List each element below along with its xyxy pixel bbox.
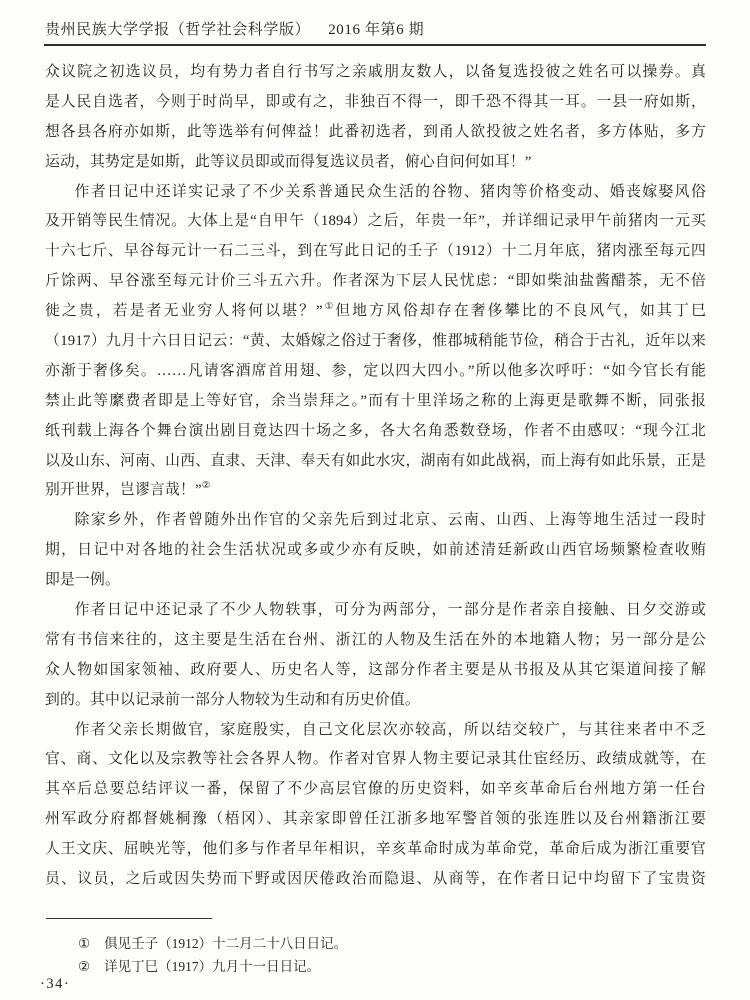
text-line: 以及山东、河南、山西、直隶、天津、奉天有如此水灾，湖南有如此战祸，而上海有如此乐景，正是 — [45, 452, 706, 469]
text-line: 及开销等民生情况。大体上是“自甲午（1894）之后，年贵一年”，并详细记录甲午前猪肉一元买 — [45, 213, 706, 230]
text-line: 亦渐于奢侈矣。……凡请客酒席首用翅、参，定以四大四小。”所以他多次呼吁：“如今官长有能 — [45, 362, 706, 379]
footnote-ref: ① — [322, 302, 336, 313]
page-number: ·34· — [40, 976, 71, 992]
text-line: 十六七斤、早谷每元计一石二三斗，到在写此日记的壬子（1912）十二月年底，猪肉涨至每元四 — [45, 243, 706, 260]
text-line: 州军政分府都督姚桐豫（梧冈）、其亲家即曾任江浙多地军警首领的张连胜以及台州籍浙江要 — [45, 811, 706, 828]
text-line: 除家乡外，作者曾随外出作官的父亲先后到过北京、云南、山西、上海等地生活过一段时 — [74, 512, 706, 529]
text-line: 禁止此等縻费者即是上等好官，余当崇拜之。”而有十里洋场之称的上海更是歌舞不断，同张报 — [45, 392, 706, 409]
text-line: 众议院之初选议员，均有势力者自行书写之亲戚朋友数人，以备复选投彼之姓名可以操券。真 — [45, 64, 706, 80]
footnote-marker: ① — [78, 936, 91, 951]
footnote-text: 俱见壬子（1912）十二月二十八日日记。 — [104, 936, 348, 951]
text-line: 作者日记中还详实记录了不少关系普通民众生活的谷物、猪肉等价格变动、婚丧嫁娶风俗 — [74, 183, 706, 200]
issue-label: 2016 年第6 期 — [328, 22, 425, 38]
text-line: 众人物如国家领袖、政府要人、历史名人等，这部分作者主要是从书报及从其它渠道间接了解 — [45, 661, 706, 678]
text-line: 其卒后总要总结评议一番，保留了不少高层官僚的历史资料，如辛亥革命后台州地方第一任台 — [45, 781, 706, 798]
text-line: 斤馀两、早谷涨至每元计价三斗五六升。作者深为下层人民忧虑：“即如柴油盐酱醋茶，无不倍 — [45, 273, 706, 290]
text-line: 别开世界，岂谬言哉！”② — [45, 481, 211, 499]
text-line: 徙之贵，若是者无业穷人将何以堪？”①但地方风俗却存在奢侈攀比的不良风气，如其丁巳 — [45, 302, 706, 320]
article-body — [45, 58, 706, 895]
text-line: 想各县各府亦如斯，此等选举有何俾益！此番初选者，到甬人欲投彼之姓名者，多方体贴，多方 — [45, 123, 706, 140]
footnote-text: 详见丁巳（1917）九月十一日日记。 — [104, 959, 321, 974]
footnote-separator — [46, 918, 212, 919]
footnote-item — [45, 932, 685, 955]
footnote-item — [45, 955, 685, 978]
text-line: （1917）九月十六日日记云：“黄、太婚嫁之俗过于奢侈，惟郡城稍能节俭，稍合于古礼，近年以来 — [45, 333, 706, 350]
text-line: 期，日记中对各地的社会生活状况或多或少亦有反映，如前述清廷新政山西官场频繁检查收贿 — [45, 542, 706, 559]
text-line: 纸刊载上海各个舞台演出剧目竟达四十场之多，各大名角悉数登场，作者不由感叹：“现今江北 — [45, 422, 706, 439]
text-line: 人王文庆、屈映光等，他们多与作者早年相识，辛亥革命时成为革命党，革命后成为浙江重要官 — [45, 841, 706, 858]
text-line: 运动，其势定是如斯，此等议员即或而得复选议员者，俯心自问何如耳！” — [45, 153, 532, 170]
text-line: 员、议员，之后或因失势而下野或因厌倦政治而隐退、从商等，在作者日记中均留下了宝贵资 — [45, 871, 706, 888]
footnote-ref: ② — [201, 481, 211, 492]
text-line: 是人民自选者，今则于时尚早，即或有之，非独百不得一，即千恐不得其一耳。一县一府如斯， — [45, 93, 706, 110]
text-line: 官、商、文化以及宗教等社会各界人物。作者对官界人物主要记录其仕宦经历、政绩成就等，在 — [45, 751, 706, 768]
footnote-marker: ② — [78, 959, 91, 974]
text-line: 到的。其中以记录前一部分人物较为生动和有历史价值。 — [45, 691, 420, 708]
text-line: 即是一例。 — [45, 572, 120, 589]
text-line: 常有书信来往的，这主要是生活在台州、浙江的人物及生活在外的本地籍人物；另一部分是公 — [45, 631, 706, 648]
footnotes — [45, 932, 685, 978]
text-line: 作者父亲长期做官，家庭殷实，自己文化层次亦较高，所以结交较广，与其往来者中不乏 — [74, 721, 706, 738]
page-header — [45, 18, 424, 39]
header-rule — [44, 44, 706, 46]
journal-title: 贵州民族大学学报（哲学社会科学版） — [45, 22, 311, 38]
text-line: 作者日记中还记录了不少人物轶事，可分为两部分，一部分是作者亲自接触、日夕交游或 — [74, 602, 706, 619]
